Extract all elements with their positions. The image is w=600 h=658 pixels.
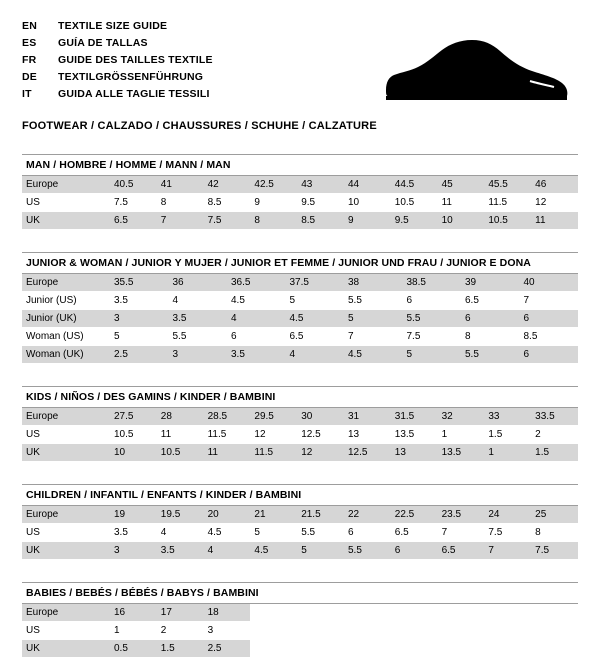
size-cell: 24 [484,506,531,524]
size-cell: 31.5 [391,408,438,426]
size-cell: 40.5 [110,176,157,194]
size-cell: 19 [110,506,157,524]
row-label: UK [22,640,110,658]
size-cell: 8.5 [297,212,344,230]
row-label: US [22,524,110,542]
size-cell: 10.5 [157,444,204,462]
size-cell: 45.5 [484,176,531,194]
document-header [22,18,578,104]
size-cell: 2 [531,426,578,444]
size-table [22,506,578,560]
size-cell: 3 [110,542,157,560]
size-cell-empty [391,622,438,640]
size-cell-empty [297,622,344,640]
page-title: FOOTWEAR / CALZADO / CHAUSSURES / SCHUHE / CALZATURE [22,120,377,132]
table-row [22,444,578,462]
size-cell: 2.5 [204,640,251,658]
size-cell: 9 [250,194,297,212]
language-row [22,18,213,35]
size-cell: 10 [110,444,157,462]
size-cell: 11 [531,212,578,230]
size-cell: 12 [250,426,297,444]
size-cell: 2.5 [110,346,169,364]
size-cell: 1.5 [484,426,531,444]
size-cell: 7 [157,212,204,230]
size-cell: 6.5 [110,212,157,230]
size-cell: 12 [531,194,578,212]
size-cell-empty [344,622,391,640]
group-title: CHILDREN / INFANTIL / ENFANTS / KINDER / BAMBINI [22,484,578,506]
size-cell-empty [297,604,344,622]
size-cell: 11.5 [250,444,297,462]
size-cell: 43 [297,176,344,194]
size-cell: 4 [204,542,251,560]
size-cell: 6.5 [286,328,345,346]
size-cell: 1 [438,426,485,444]
size-cell-empty [484,640,531,658]
size-cell-empty [484,622,531,640]
size-cell: 5 [403,346,462,364]
size-cell: 11.5 [484,194,531,212]
language-title-list [22,18,213,103]
size-cell: 2 [157,622,204,640]
table-row [22,542,578,560]
size-cell: 3.5 [110,524,157,542]
size-cell: 6 [391,542,438,560]
size-cell-empty [438,622,485,640]
row-label: Europe [22,604,110,622]
size-cell: 42.5 [250,176,297,194]
size-cell: 9.5 [297,194,344,212]
size-table [22,274,578,364]
language-title: GUIDA ALLE TAGLIE TESSILI [58,88,210,100]
size-cell: 5.5 [344,542,391,560]
dress-shoe-icon [380,34,570,104]
size-cell: 5 [250,524,297,542]
size-cell: 5 [297,542,344,560]
size-cell: 8 [157,194,204,212]
size-group-babies [22,582,578,658]
language-title: GUIDE DES TAILLES TEXTILE [58,54,213,66]
language-code: IT [22,88,32,100]
size-group-children [22,484,578,560]
size-cell: 5.5 [169,328,228,346]
size-cell: 7.5 [403,328,462,346]
group-title: KIDS / NIÑOS / DES GAMINS / KINDER / BAMBINI [22,386,578,408]
row-label: US [22,426,110,444]
size-cell: 33.5 [531,408,578,426]
size-table [22,176,578,230]
size-cell: 10.5 [110,426,157,444]
size-cell: 11 [204,444,251,462]
size-cell: 3.5 [110,292,169,310]
size-cell: 6.5 [438,542,485,560]
size-cell: 11 [438,194,485,212]
size-cell: 9.5 [391,212,438,230]
size-cell: 3.5 [227,346,286,364]
size-cell: 38 [344,274,403,292]
table-row [22,292,578,310]
table-row [22,622,578,640]
size-cell: 8 [531,524,578,542]
language-title: TEXTILGRÖSSENFÜHRUNG [58,71,204,83]
size-cell: 12.5 [297,426,344,444]
size-cell: 1 [484,444,531,462]
size-cell: 6 [461,310,520,328]
row-label: Woman (US) [22,328,110,346]
size-group-man [22,154,578,230]
size-cell-empty [250,604,297,622]
row-label: UK [22,542,110,560]
size-cell: 6 [227,328,286,346]
size-group-junior-woman [22,252,578,364]
size-cell: 10.5 [391,194,438,212]
table-row [22,274,578,292]
size-cell: 9 [344,212,391,230]
size-cell: 7 [344,328,403,346]
size-cell: 22 [344,506,391,524]
row-label: Europe [22,506,110,524]
size-cell: 28.5 [204,408,251,426]
table-row [22,408,578,426]
table-row [22,176,578,194]
table-row [22,524,578,542]
language-row [22,86,213,103]
size-cell: 4 [286,346,345,364]
size-cell: 44.5 [391,176,438,194]
size-cell: 21 [250,506,297,524]
size-cell: 38.5 [403,274,462,292]
size-cell: 36 [169,274,228,292]
row-label: US [22,194,110,212]
size-cell: 5 [344,310,403,328]
size-cell: 5.5 [297,524,344,542]
size-table [22,408,578,462]
size-cell: 31 [344,408,391,426]
size-cell: 25 [531,506,578,524]
size-cell: 7.5 [110,194,157,212]
size-cell: 16 [110,604,157,622]
row-label: Europe [22,408,110,426]
language-row [22,69,213,86]
row-label: Europe [22,274,110,292]
size-cell: 39 [461,274,520,292]
size-cell-empty [344,604,391,622]
size-cell: 41 [157,176,204,194]
language-row [22,35,213,52]
table-row [22,194,578,212]
size-cell: 18 [204,604,251,622]
table-row [22,346,578,364]
size-cell: 12 [297,444,344,462]
size-cell: 6 [520,346,579,364]
size-cell: 13 [344,426,391,444]
size-cell-empty [531,604,578,622]
size-table [22,604,578,658]
size-cell: 4.5 [204,524,251,542]
size-cell: 27.5 [110,408,157,426]
size-cell-empty [484,604,531,622]
size-cell: 29.5 [250,408,297,426]
row-label: UK [22,444,110,462]
language-code: ES [22,37,37,49]
table-row [22,310,578,328]
size-cell: 6.5 [391,524,438,542]
table-row [22,640,578,658]
size-cell-empty [297,640,344,658]
size-cell: 28 [157,408,204,426]
size-cell: 5 [286,292,345,310]
size-cell: 6 [403,292,462,310]
size-cell: 8 [461,328,520,346]
size-cell: 6 [520,310,579,328]
size-cell: 3.5 [157,542,204,560]
size-cell: 21.5 [297,506,344,524]
size-cell: 4 [157,524,204,542]
size-cell: 8.5 [520,328,579,346]
table-row [22,506,578,524]
language-title: GUÍA DE TALLAS [58,37,148,49]
size-cell: 4.5 [344,346,403,364]
size-cell: 37.5 [286,274,345,292]
size-cell: 7 [438,524,485,542]
size-cell: 13.5 [391,426,438,444]
size-cell: 46 [531,176,578,194]
size-cell: 3.5 [169,310,228,328]
size-cell-empty [344,640,391,658]
size-cell: 5.5 [403,310,462,328]
size-cell: 10 [344,194,391,212]
table-row [22,604,578,622]
row-label: UK [22,212,110,230]
size-cell-empty [391,640,438,658]
group-title: BABIES / BEBÉS / BÉBÉS / BABYS / BAMBINI [22,582,578,604]
table-row [22,212,578,230]
size-cell: 0.5 [110,640,157,658]
size-cell-empty [250,640,297,658]
language-code: DE [22,71,37,83]
size-cell: 10 [438,212,485,230]
size-cell: 1.5 [157,640,204,658]
size-cell: 1.5 [531,444,578,462]
size-cell: 45 [438,176,485,194]
size-cell: 13 [391,444,438,462]
size-cell: 7.5 [484,524,531,542]
size-cell: 3 [204,622,251,640]
group-title: JUNIOR & WOMAN / JUNIOR Y MUJER / JUNIOR ET FEMME / JUNIOR UND FRAU / JUNIOR E DONA [22,252,578,274]
row-label: US [22,622,110,640]
size-cell: 23.5 [438,506,485,524]
size-cell: 1 [110,622,157,640]
size-cell: 32 [438,408,485,426]
size-cell: 40 [520,274,579,292]
size-cell: 12.5 [344,444,391,462]
row-label: Woman (UK) [22,346,110,364]
size-cell-empty [531,622,578,640]
table-row [22,328,578,346]
size-cell: 7.5 [204,212,251,230]
language-title: TEXTILE SIZE GUIDE [58,20,168,32]
size-cell: 3 [169,346,228,364]
size-cell: 4 [169,292,228,310]
row-label: Junior (UK) [22,310,110,328]
size-cell: 4.5 [227,292,286,310]
size-cell: 13.5 [438,444,485,462]
language-code: EN [22,20,37,32]
size-cell: 11.5 [204,426,251,444]
size-cell-empty [531,640,578,658]
size-cell: 10.5 [484,212,531,230]
size-cell: 7.5 [531,542,578,560]
size-cell: 19.5 [157,506,204,524]
language-row [22,52,213,69]
size-cell: 6.5 [461,292,520,310]
size-cell: 42 [204,176,251,194]
size-cell: 20 [204,506,251,524]
size-cell: 8.5 [204,194,251,212]
size-cell: 8 [250,212,297,230]
size-cell: 11 [157,426,204,444]
size-cell-empty [391,604,438,622]
size-cell: 4.5 [286,310,345,328]
size-cell: 7 [520,292,579,310]
size-cell: 4 [227,310,286,328]
size-cell-empty [250,622,297,640]
language-code: FR [22,54,37,66]
size-cell: 35.5 [110,274,169,292]
size-cell: 3 [110,310,169,328]
size-cell: 33 [484,408,531,426]
row-label: Junior (US) [22,292,110,310]
size-cell: 5.5 [461,346,520,364]
group-title: MAN / HOMBRE / HOMME / MANN / MAN [22,154,578,176]
size-cell: 17 [157,604,204,622]
size-group-kids [22,386,578,462]
size-cell-empty [438,604,485,622]
size-cell: 44 [344,176,391,194]
size-cell: 4.5 [250,542,297,560]
size-cell: 36.5 [227,274,286,292]
size-cell: 22.5 [391,506,438,524]
size-cell: 5 [110,328,169,346]
size-cell-empty [438,640,485,658]
table-row [22,426,578,444]
size-cell: 7 [484,542,531,560]
size-cell: 6 [344,524,391,542]
row-label: Europe [22,176,110,194]
size-cell: 30 [297,408,344,426]
size-cell: 5.5 [344,292,403,310]
